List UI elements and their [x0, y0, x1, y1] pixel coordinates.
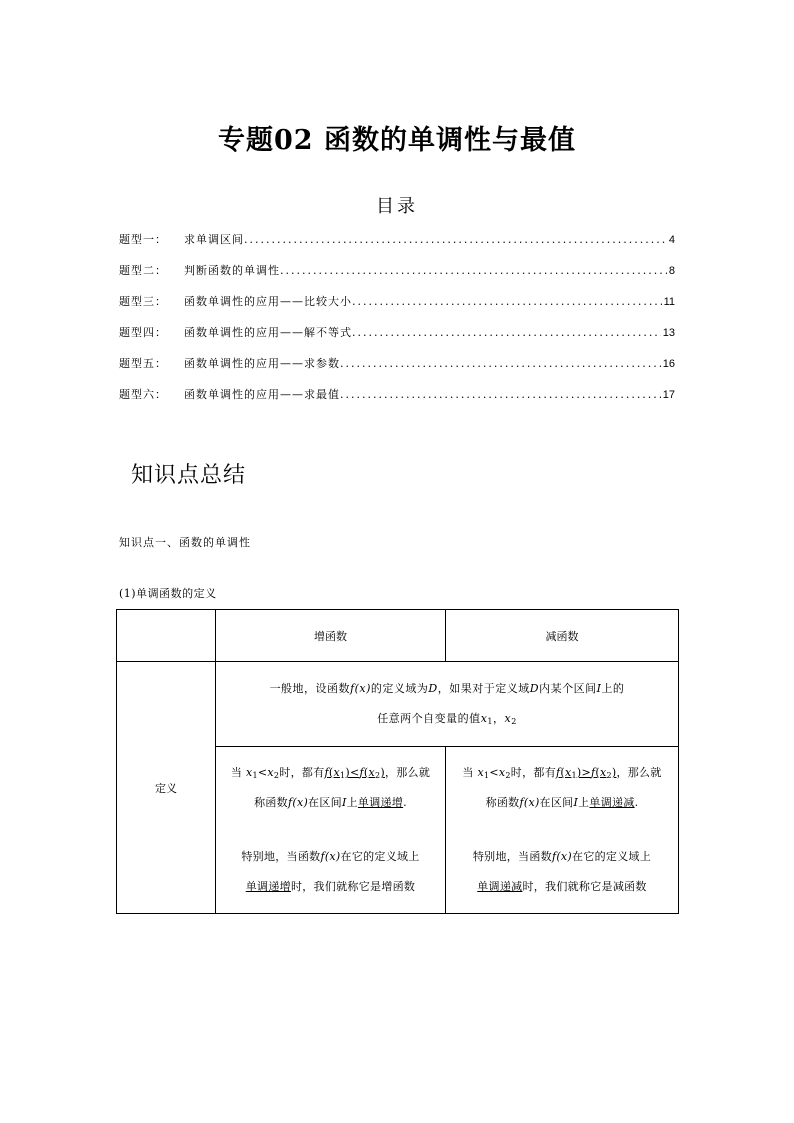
text-run: 在区间 — [308, 796, 342, 809]
text-run: 的定义域为 — [370, 682, 429, 695]
text-run: 在它的定义域上 — [572, 850, 652, 863]
term-increasing: 单调递增 — [245, 880, 291, 893]
math-x1: x — [480, 712, 488, 725]
toc-entry-label: 题型五： — [119, 357, 167, 370]
toc-entry-label: 题型三： — [119, 295, 167, 308]
toc-entry-label: 题型六： — [119, 388, 167, 401]
text-run: 任意两个自变量的值 — [377, 712, 481, 725]
toc-entry[interactable] — [119, 293, 675, 324]
header-decreasing: 减函数 — [446, 610, 679, 662]
toc-entry-text: 函数单调性的应用——解不等式 — [184, 326, 352, 339]
toc-entry-text: 判断函数的单调性 — [184, 264, 280, 277]
definition-line — [446, 788, 678, 818]
toc-entry-label: 题型一： — [119, 233, 167, 246]
toc-leader-dots — [280, 264, 667, 277]
math-fx: f(x) — [519, 796, 540, 809]
toc-entry-page: 16 — [662, 358, 675, 370]
math-d: D — [529, 682, 540, 695]
math-x2: x — [504, 712, 512, 725]
text-run: 时，都有 — [279, 766, 325, 779]
subscript: 1 — [487, 717, 493, 726]
toc-entry-page: 8 — [668, 265, 675, 277]
math-i: I — [596, 682, 602, 695]
text-run: ， — [493, 712, 505, 725]
subscript: 2 — [505, 771, 511, 780]
definition-line — [446, 842, 678, 872]
toc-entry[interactable] — [119, 355, 675, 386]
header-increasing: 增函数 — [216, 610, 446, 662]
math-x2: x — [498, 766, 506, 779]
term-decreasing: 单调递减 — [477, 880, 523, 893]
text-run: 称函数 — [485, 796, 520, 809]
text-run: ，如果对于定义域 — [437, 682, 530, 695]
toc-entry-label: 题型四： — [119, 326, 167, 339]
text-run: 特别地，当函数 — [241, 850, 321, 863]
table-header-row — [117, 610, 679, 662]
text-run: 时，我们就称它是减函数 — [522, 880, 647, 893]
toc-leader-dots — [340, 357, 661, 370]
math-fx: f(x) — [287, 796, 309, 809]
text-run: 称函数 — [254, 796, 288, 809]
text-run: 当 — [462, 766, 478, 779]
text-run: 上 — [346, 796, 358, 809]
math-fx: f(x) — [320, 850, 341, 863]
text-run: 一般地，设函数 — [269, 682, 351, 695]
subscript: 1 — [483, 771, 490, 780]
subscript: 1 — [252, 771, 258, 780]
definition-line — [216, 872, 445, 902]
increasing-definition-cell — [216, 747, 446, 914]
text-run: . — [634, 796, 639, 809]
row-label-definition: 定义 — [117, 662, 216, 914]
text-run: < — [257, 766, 268, 779]
toc-entry[interactable] — [119, 324, 675, 355]
table-row — [117, 662, 679, 747]
toc-leader-dots — [352, 326, 661, 339]
subscript: 2 — [511, 717, 517, 726]
toc-leader-dots — [244, 233, 667, 246]
term-increasing: 单调递增 — [357, 796, 404, 809]
definition-line — [216, 758, 445, 788]
math-fx: f(x) — [350, 682, 371, 695]
toc-entry[interactable] — [119, 386, 675, 417]
toc-entry-text: 函数单调性的应用——比较大小 — [184, 295, 352, 308]
definition-line — [446, 872, 678, 902]
toc-entry-text: 函数单调性的应用——求参数 — [184, 357, 340, 370]
math-fx: f(x) — [551, 850, 573, 863]
toc-leader-dots — [352, 295, 662, 308]
document-title: 专题02 函数的单调性与最值 — [218, 125, 576, 156]
text-run: 上的 — [601, 682, 625, 695]
text-run: 当 — [230, 766, 246, 779]
toc-entry-page: 17 — [662, 389, 675, 401]
text-run: < — [489, 766, 499, 779]
toc-entry[interactable] — [119, 231, 675, 262]
toc-entry[interactable] — [119, 262, 675, 293]
math-i: I — [341, 796, 347, 809]
text-run: 内某个区间 — [539, 682, 597, 695]
decreasing-definition-cell — [446, 747, 679, 914]
toc-entry-page: 11 — [663, 296, 675, 308]
definition-line — [446, 758, 678, 788]
text-run: 上 — [578, 796, 590, 809]
text-run: 在区间 — [539, 796, 574, 809]
subsection-title: (1)单调函数的定义 — [119, 587, 217, 600]
toc-entry-text: 函数单调性的应用——求最值 — [184, 388, 340, 401]
section-heading: 知识点总结 — [131, 463, 247, 488]
math-d: D — [428, 682, 438, 695]
empty-header-cell — [117, 610, 216, 662]
definition-table — [116, 609, 679, 914]
table-of-contents — [119, 231, 675, 417]
math-x1: x — [245, 766, 253, 779]
math-x2: x — [267, 766, 274, 779]
toc-heading: 目录 — [376, 196, 418, 217]
text-run: . — [403, 796, 407, 809]
toc-leader-dots — [340, 388, 661, 401]
condition-underlined: $f(x_1)<f(x_2)$ — [324, 766, 385, 780]
toc-entry-page: 4 — [668, 234, 675, 246]
text-run: 时，都有 — [510, 766, 556, 779]
subscript: 2 — [273, 771, 280, 780]
math-x1: x — [477, 766, 484, 779]
toc-entry-text: 求单调区间 — [184, 233, 244, 246]
math-i: I — [573, 796, 579, 809]
definition-line — [216, 788, 445, 818]
intro-cell — [216, 662, 679, 747]
definition-line — [216, 842, 445, 872]
text-run: 时，我们就称它是增函数 — [290, 880, 416, 893]
text-run: 在它的定义域上 — [340, 850, 420, 863]
text-run: ，那么就 — [384, 766, 431, 779]
condition-underlined: $f(x_1)>f(x_2)$ — [556, 766, 617, 780]
term-decreasing: 单调递减 — [589, 796, 635, 809]
toc-entry-label: 题型二： — [119, 264, 167, 277]
toc-entry-page: 13 — [662, 327, 675, 339]
text-run: ，那么就 — [616, 766, 662, 779]
text-run: 特别地，当函数 — [472, 850, 552, 863]
knowledge-point-title: 知识点一、函数的单调性 — [119, 536, 251, 549]
